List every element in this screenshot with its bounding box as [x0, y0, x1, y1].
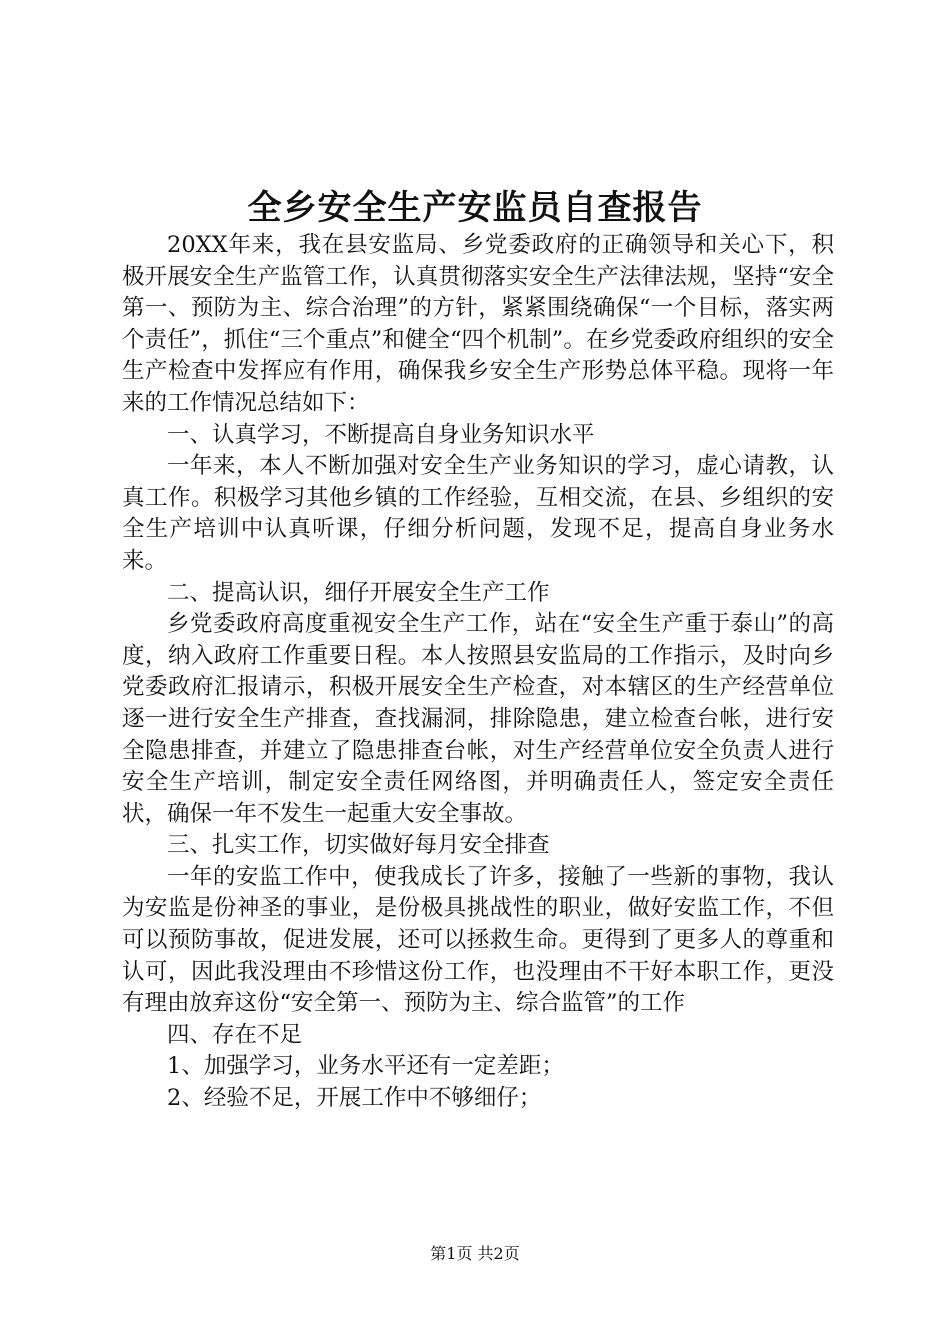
section-3-paragraph: 一年的安监工作中，使我成长了许多，接触了一些新的事物，我认为安监是份神圣的事业，是份极具挑战性的职业，做好安监工作，不但可以预防事故，促进发展，还可以拯救生命。更得到了更多人的尊重和认可，因此我没理由不珍惜这份工作，也没理由不干好本职工作，更没有理由放弃这份“安全第一、预防为主、综合监管”的工作: [122, 863, 834, 1017]
section-heading-2: 二、提高认识，细仔开展安全生产工作: [167, 579, 550, 606]
intro-paragraph: 20XX年来，我在县安监局、乡党委政府的正确领导和关心下，积极开展安全生产监管工作，认真贯彻落实安全生产法律法规，坚持“安全第一、预防为主、综合治理”的方针，紧紧围绕确保“一个目标，落实两个责任”，抓住“三个重点”和健全“四个机制”。在乡党委政府组织的安全生产检查中发挥应有作用，确保我乡安全生产形势总体平稳。现将一年来的工作情况总结如下：: [122, 232, 834, 416]
document-title: 全乡安全生产安监员自查报告: [247, 188, 703, 228]
section-heading-4: 四、存在不足: [167, 1021, 303, 1048]
document-body: [122, 230, 834, 1115]
section-2-paragraph: 乡党委政府高度重视安全生产工作，站在“安全生产重于泰山”的高度，纳入政府工作重要日程。本人按照县安监局的工作指示，及时向乡党委政府汇报请示，积极开展安全生产检查，对本辖区的生产经营单位逐一进行安全生产排查，查找漏洞，排除隐患，建立检查台帐，进行安全隐患排查，并建立了隐患排查台帐，对生产经营单位安全负责人进行安全生产培训，制定安全责任网络图，并明确责任人，签定安全责任状，确保一年不发生一起重大安全事故。: [122, 611, 834, 827]
list-item: 1、加强学习，业务水平还有一定差距；: [167, 1053, 564, 1080]
section-heading-3: 三、扎实工作，切实做好每月安全排查: [167, 832, 550, 859]
section-1-paragraph: 一年来，本人不断加强对安全生产业务知识的学习，虚心请教，认真工作。积极学习其他乡镇的工作经验，互相交流，在县、乡组织的安全生产培训中认真听课，仔细分析问题，发现不足，提高自身业务水来。: [122, 453, 834, 574]
section-heading-1: 一、认真学习，不断提高自身业务知识水平: [167, 421, 595, 448]
list-item: 2、经验不足，开展工作中不够细仔；: [167, 1085, 542, 1112]
page-number-footer: 第1页 共2页: [430, 1244, 520, 1263]
